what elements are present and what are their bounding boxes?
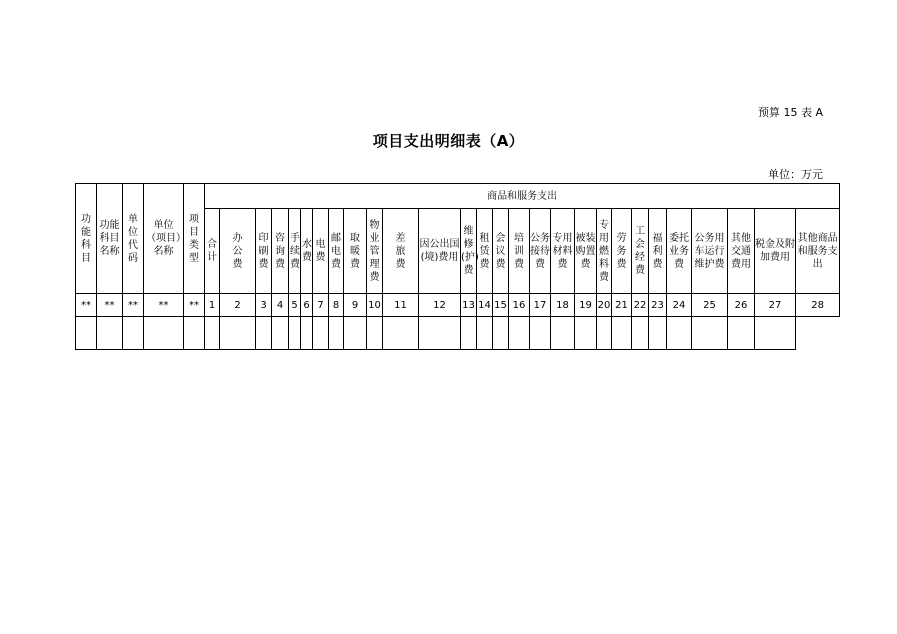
number-cell: 14 — [477, 294, 493, 317]
unit-label: 单位：万元 — [768, 168, 823, 181]
column-header: 公务用车运行维护费 — [692, 209, 728, 294]
marker-cell: ** — [123, 294, 144, 317]
marker-cell: ** — [184, 294, 205, 317]
detail-table — [75, 183, 840, 350]
marker-cell: ** — [76, 294, 97, 317]
empty-cell — [692, 317, 728, 350]
column-header: 其他交通费用 — [728, 209, 755, 294]
column-header: 电费 — [313, 209, 329, 294]
form-number: 预算 15 表 A — [757, 106, 823, 119]
number-cell: 13 — [461, 294, 477, 317]
column-header: 委托业务费 — [667, 209, 692, 294]
number-cell: 11 — [383, 294, 419, 317]
empty-cell — [144, 317, 184, 350]
column-header: 会议费 — [493, 209, 509, 294]
column-header: 物业管理费 — [367, 209, 383, 294]
empty-cell — [301, 317, 313, 350]
empty-cell — [97, 317, 123, 350]
empty-cell — [530, 317, 551, 350]
empty-cell — [256, 317, 272, 350]
column-header: 专用燃料费 — [597, 209, 612, 294]
column-header: 邮电费 — [329, 209, 344, 294]
empty-cell — [667, 317, 692, 350]
number-cell: 19 — [575, 294, 597, 317]
empty-cell — [383, 317, 419, 350]
number-cell: 3 — [256, 294, 272, 317]
empty-cell — [509, 317, 530, 350]
number-cell: 26 — [728, 294, 755, 317]
number-cell: 23 — [649, 294, 667, 317]
empty-cell — [755, 317, 796, 350]
column-header: 办公费 — [220, 209, 256, 294]
column-header: 租赁费 — [477, 209, 493, 294]
empty-cell — [632, 317, 649, 350]
empty-cell — [184, 317, 205, 350]
empty-cell — [575, 317, 597, 350]
column-header: 因公出国(境)费用 — [419, 209, 461, 294]
column-header: 税金及附加费用 — [755, 209, 796, 294]
number-cell: 7 — [313, 294, 329, 317]
number-cell: 12 — [419, 294, 461, 317]
number-cell: 10 — [367, 294, 383, 317]
marker-cell: ** — [144, 294, 184, 317]
empty-cell — [220, 317, 256, 350]
column-header: 培训费 — [509, 209, 530, 294]
empty-cell — [367, 317, 383, 350]
column-header: 取暖费 — [344, 209, 367, 294]
number-cell: 2 — [220, 294, 256, 317]
number-cell: 22 — [632, 294, 649, 317]
number-cell: 21 — [612, 294, 632, 317]
empty-cell — [477, 317, 493, 350]
column-header: 专用材料费 — [551, 209, 575, 294]
column-header: 合计 — [205, 209, 220, 294]
empty-cell — [597, 317, 612, 350]
empty-cell — [551, 317, 575, 350]
column-header: 劳务费 — [612, 209, 632, 294]
header-fixed: 单位（项目）名称 — [144, 184, 184, 294]
empty-cell — [289, 317, 301, 350]
column-header: 咨询费 — [272, 209, 289, 294]
number-cell: 15 — [493, 294, 509, 317]
header-fixed: 单位代码 — [123, 184, 144, 294]
column-header: 福利费 — [649, 209, 667, 294]
empty-cell — [123, 317, 144, 350]
number-cell: 8 — [329, 294, 344, 317]
number-cell: 24 — [667, 294, 692, 317]
column-header: 公务接待费 — [530, 209, 551, 294]
number-cell: 18 — [551, 294, 575, 317]
number-cell: 20 — [597, 294, 612, 317]
empty-cell — [419, 317, 461, 350]
empty-cell — [313, 317, 329, 350]
header-fixed: 功能科目 — [76, 184, 97, 294]
empty-cell — [272, 317, 289, 350]
marker-cell: ** — [97, 294, 123, 317]
number-cell: 28 — [796, 294, 840, 317]
empty-cell — [461, 317, 477, 350]
page-title: 项目支出明细表（A） — [372, 132, 525, 150]
column-header: 差旅费 — [383, 209, 419, 294]
number-cell: 25 — [692, 294, 728, 317]
number-cell: 6 — [301, 294, 313, 317]
column-header: 印刷费 — [256, 209, 272, 294]
column-header: 水费 — [301, 209, 313, 294]
column-header: 手续费 — [289, 209, 301, 294]
empty-cell — [493, 317, 509, 350]
number-cell: 4 — [272, 294, 289, 317]
number-cell: 27 — [755, 294, 796, 317]
number-cell: 5 — [289, 294, 301, 317]
column-header: 工会经费 — [632, 209, 649, 294]
group-header: 商品和服务支出 — [205, 184, 840, 209]
number-cell: 16 — [509, 294, 530, 317]
column-header: 其他商品和服务支出 — [796, 209, 840, 294]
empty-cell — [329, 317, 344, 350]
empty-cell — [205, 317, 220, 350]
empty-cell — [344, 317, 367, 350]
header-fixed: 项目类型 — [184, 184, 205, 294]
column-header: 被装购置费 — [575, 209, 597, 294]
number-cell: 17 — [530, 294, 551, 317]
empty-cell — [612, 317, 632, 350]
empty-cell — [728, 317, 755, 350]
number-cell: 1 — [205, 294, 220, 317]
column-header: 维修(护)费 — [461, 209, 477, 294]
empty-cell — [649, 317, 667, 350]
empty-cell — [76, 317, 97, 350]
number-cell: 9 — [344, 294, 367, 317]
header-fixed: 功能科目名称 — [97, 184, 123, 294]
